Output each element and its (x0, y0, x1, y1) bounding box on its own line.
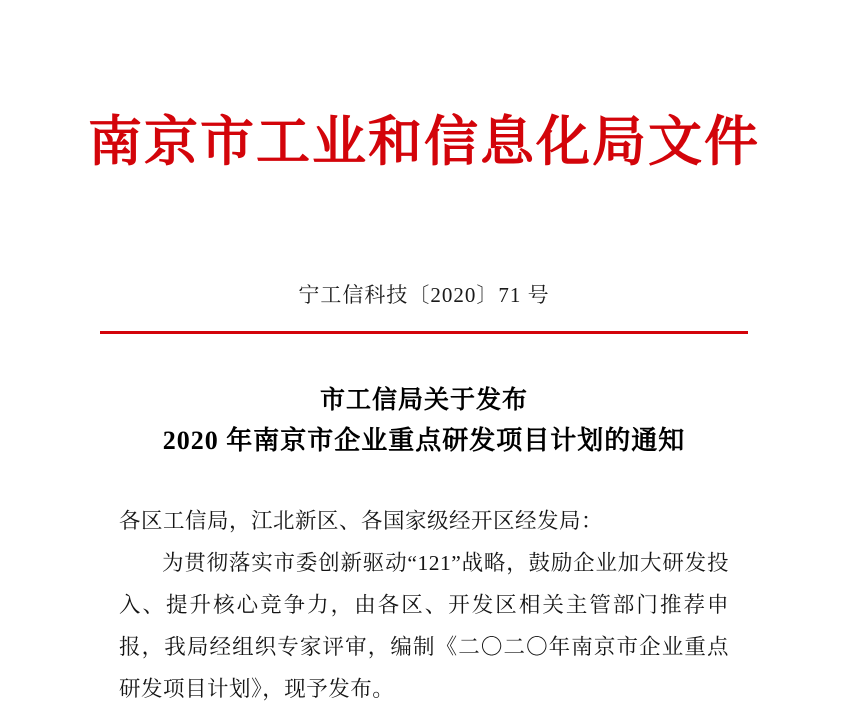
document-body (119, 501, 729, 711)
body-paragraph-1: 为贯彻落实市委创新驱动“121”战略，鼓励企业加大研发投入、提升核心竞争力，由各区、开发区相关主管部门推荐申报，我局经组织专家评审，编制《二〇二〇年南京市企业重点研发项目计划》，现予发布。 (119, 550, 729, 701)
document-subject (0, 382, 848, 461)
document-number: 宁工信科技〔2020〕71 号 (298, 282, 550, 307)
subject-line-1: 市工信局关于发布 (319, 386, 528, 414)
subject-line-2: 2020 年南京市企业重点研发项目计划的通知 (162, 425, 686, 455)
salutation-text: 各区工信局，江北新区、各国家级经开区经发局： (119, 508, 604, 533)
document-number-row (0, 279, 848, 309)
document-masthead (0, 0, 848, 175)
masthead-title: 南京市工业和信息化局文件 (88, 112, 760, 172)
red-divider-rule (100, 331, 748, 334)
